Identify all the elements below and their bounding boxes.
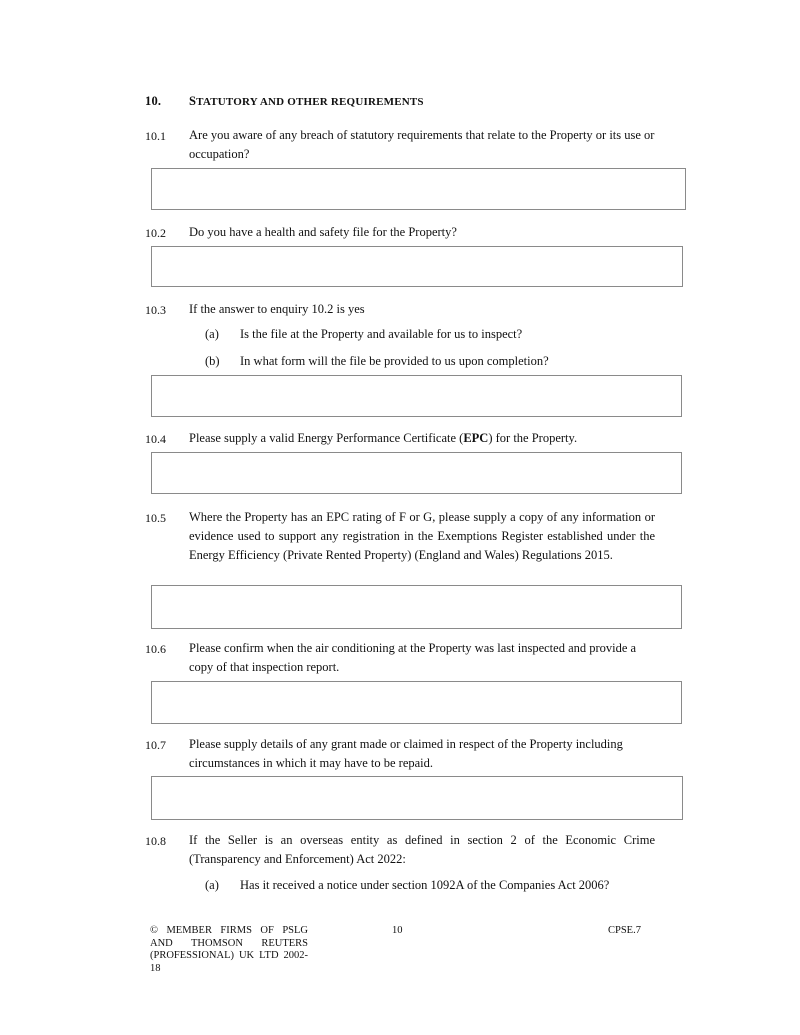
question-number-10-3: 10.3	[145, 303, 166, 317]
answer-box-10-7[interactable]	[151, 776, 683, 820]
sub-text-10-8-a: Has it received a notice under section 1092A of the Companies Act 2006?	[240, 878, 610, 892]
question-text-10-7: Please supply details of any grant made or claimed in respect of the Property including circumstances in which it may have to be repaid.	[189, 737, 623, 770]
footer-page-number: 10	[392, 925, 403, 936]
question-number-10-4: 10.4	[145, 432, 166, 446]
question-number-10-6: 10.6	[145, 642, 166, 656]
answer-box-10-6[interactable]	[151, 681, 682, 724]
sub-label-10-3-a: (a)	[205, 327, 219, 341]
question-number-10-5: 10.5	[145, 511, 166, 525]
answer-box-10-3[interactable]	[151, 375, 682, 417]
footer-copyright: © MEMBER FIRMS OF PSLG AND THOMSON REUTERS (PROFESSIONAL) UK LTD 2002-18	[150, 925, 308, 974]
question-text-10-2: Do you have a health and safety file for the Property?	[189, 225, 457, 239]
question-text-10-8: If the Seller is an overseas entity as defined in section 2 of the Economic Crime (Transparency and Enforcement) Act 2022:	[189, 833, 655, 866]
answer-box-10-1[interactable]	[151, 168, 686, 210]
question-text-10-4: Please supply a valid Energy Performance Certificate (EPC) for the Property.	[189, 431, 578, 445]
sub-label-10-8-a: (a)	[205, 878, 219, 892]
question-number-10-8: 10.8	[145, 834, 166, 848]
answer-box-10-5[interactable]	[151, 585, 682, 629]
footer-doc-code: CPSE.7	[608, 925, 641, 936]
question-text-10-6: Please confirm when the air conditioning at the Property was last inspected and provide a copy of that inspection report.	[189, 641, 637, 674]
question-number-10-1: 10.1	[145, 129, 166, 143]
epc-abbreviation: EPC	[463, 431, 489, 445]
section-title: STATUTORY AND OTHER REQUIREMENTS	[189, 94, 424, 108]
question-text-10-3: If the answer to enquiry 10.2 is yes	[189, 302, 365, 316]
answer-box-10-2[interactable]	[151, 246, 683, 287]
question-text-10-5: Where the Property has an EPC rating of F or G, please supply a copy of any information or evidence used to support any registration in the Exemptions Register established under the Energy Efficiency (Private Rented Property) (England and Wales) Regulations 2015.	[189, 510, 655, 562]
question-number-10-7: 10.7	[145, 738, 166, 752]
question-number-10-2: 10.2	[145, 226, 166, 240]
sub-text-10-3-a: Is the file at the Property and available for us to inspect?	[240, 327, 523, 341]
sub-label-10-3-b: (b)	[205, 354, 220, 368]
question-text-10-1: Are you aware of any breach of statutory requirements that relate to the Property or its use or occupation?	[189, 128, 655, 161]
section-number: 10.	[145, 94, 162, 108]
answer-box-10-4[interactable]	[151, 452, 682, 494]
sub-text-10-3-b: In what form will the file be provided to us upon completion?	[240, 354, 549, 368]
